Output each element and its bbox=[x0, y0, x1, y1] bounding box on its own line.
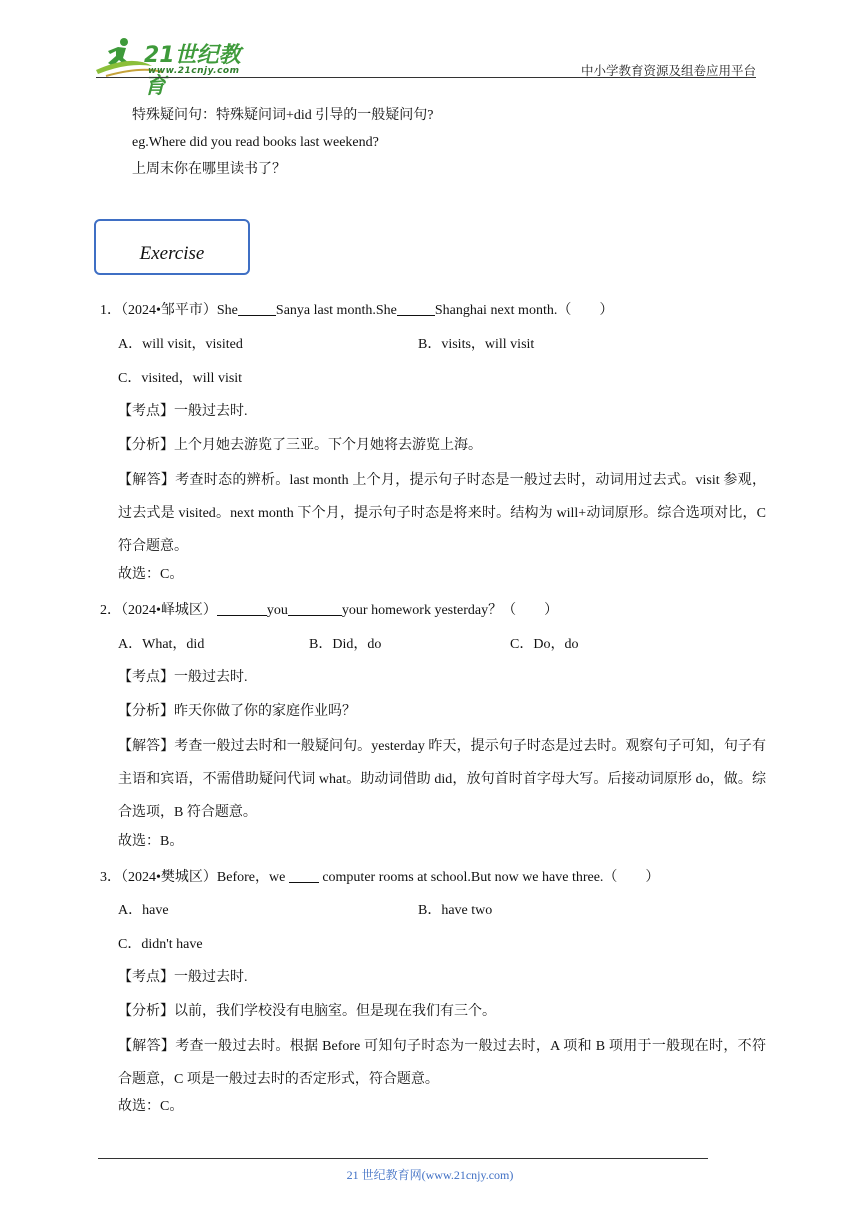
site-logo bbox=[92, 36, 262, 99]
option-b: B．visits，will visit bbox=[418, 337, 535, 352]
kaodian: 【考点】一般过去时. bbox=[118, 670, 248, 685]
option-c: C．visited，will visit bbox=[118, 371, 243, 386]
jieda: 【解答】考查一般过去时。根据 Before 可知句子时态为一般过去时，A 项和 B 项用于一般现在时，不符合题意，C 项是一般过去时的否定形式，符合题意。 bbox=[118, 1039, 766, 1087]
answer-blank bbox=[238, 301, 276, 316]
jieda: 【解答】考查时态的辨析。last month 上个月，提示句子时态是一般过去时，动词用过去式。visit 参观，过去式是 visited。next month 下个月，提示句子时态是将来时。结构为 will+动词原形。综合选项对比，C 符合题意。 bbox=[118, 473, 766, 554]
option-c: C．Do，do bbox=[510, 637, 579, 652]
answer: 故选：C。 bbox=[118, 1099, 184, 1114]
option-c: C．didn't have bbox=[118, 937, 203, 952]
section-title: Exercise bbox=[139, 243, 205, 264]
question-number: 1． bbox=[100, 303, 121, 318]
intro-line-2: eg.Where did you read books last weekend? bbox=[132, 135, 379, 150]
fenxi: 【分析】上个月她去游览了三亚。下个月她将去游览上海。 bbox=[118, 438, 482, 453]
option-b: B．have two bbox=[418, 903, 493, 918]
answer-blank bbox=[217, 601, 267, 616]
answer: 故选：C。 bbox=[118, 567, 184, 582]
option-a: A．will visit，visited bbox=[118, 337, 243, 352]
answer-blank bbox=[289, 868, 319, 883]
question-number: 2． bbox=[100, 603, 121, 618]
fenxi: 【分析】昨天你做了你的家庭作业吗？ bbox=[118, 704, 356, 719]
answer: 故选：B。 bbox=[118, 834, 184, 849]
answer-blank bbox=[288, 601, 342, 616]
kaodian: 【考点】一般过去时. bbox=[118, 404, 248, 419]
footer-link[interactable]: 21 世纪教育网(www.21cnjy.com) bbox=[346, 1168, 514, 1182]
question-3-stem: 3．（2024•樊城区）Before，we computer rooms at school.But now we have three.（ ） bbox=[100, 870, 660, 885]
footer-divider bbox=[98, 1158, 708, 1159]
intro-line-1: 特殊疑问句：特殊疑问词+did 引导的一般疑问句? bbox=[132, 108, 434, 123]
section-title-box bbox=[94, 219, 250, 275]
question-number: 3． bbox=[100, 870, 121, 885]
option-b: B．Did，do bbox=[309, 637, 382, 652]
answer-blank bbox=[397, 301, 435, 316]
option-a: A．What，did bbox=[118, 637, 205, 652]
kaodian: 【考点】一般过去时. bbox=[118, 970, 248, 985]
logo-text: 21世纪教育 bbox=[144, 43, 241, 99]
question-2-stem: 2．（2024•峄城区） you your homework yesterday？（ ） bbox=[100, 603, 559, 618]
logo-url: www.21cnjy.com bbox=[148, 66, 240, 76]
intro-line-3: 上周末你在哪里读书了？ bbox=[132, 162, 286, 177]
option-a: A．have bbox=[118, 903, 169, 918]
jieda: 【解答】考查一般过去时和一般疑问句。yesterday 昨天，提示句子时态是过去时。观察句子可知，句子有主语和宾语，不需借助疑问代词 what。助动词借助 did，放句首时首字母大写。后接动词原形 do，做。综合选项，B 符合题意。 bbox=[118, 739, 766, 820]
header-divider bbox=[96, 77, 756, 78]
fenxi: 【分析】以前，我们学校没有电脑室。但是现在我们有三个。 bbox=[118, 1004, 496, 1019]
header-platform-label: 中小学教育资源及组卷应用平台 bbox=[580, 64, 756, 78]
question-1-stem: 1．（2024•邹平市）She Sanya last month.She Shanghai next month.（ ） bbox=[100, 303, 614, 318]
